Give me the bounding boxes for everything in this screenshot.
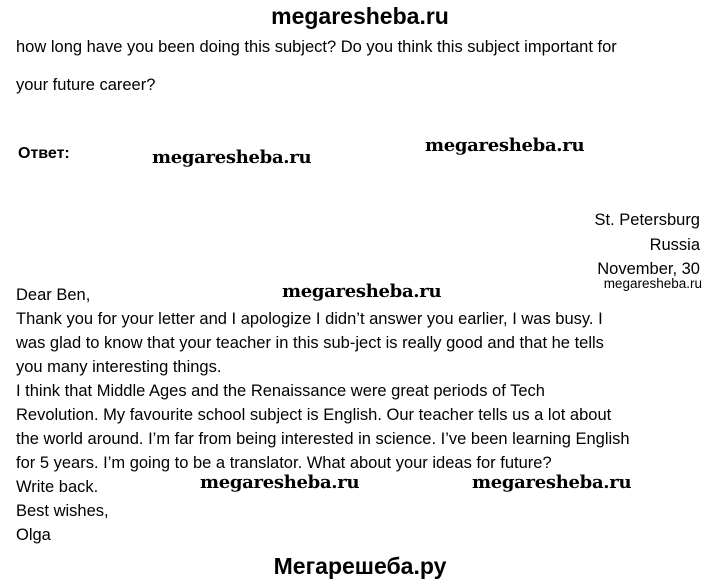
letter-greeting: Dear Ben, [16,286,91,304]
letter-date: November, 30 [597,260,700,278]
site-header: megaresheba.ru [271,3,449,29]
watermark: megaresheba.ru [472,472,632,493]
letter-line: Olga [16,526,51,544]
answer-label: Ответ: [18,145,70,162]
letter-line: Thank you for your letter and I apologize I didn’t answer you earlier, I was busy. I [16,310,603,328]
letter-line: I think that Middle Ages and the Renaissance were great periods of Tech [16,382,545,400]
letter-line: the world around. I’m far from being interested in science. I’ve been learning English [16,430,630,448]
watermark-small: megaresheba.ru [603,276,702,291]
address-city: St. Petersburg [594,211,700,229]
watermark: megaresheba.ru [200,472,360,493]
watermark: megaresheba.ru [152,147,312,168]
letter-line: Best wishes, [16,502,109,520]
letter-line: you many interesting things. [16,358,222,376]
letter-line: for 5 years. I’m going to be a translator. What about your ideas for future? [16,454,552,472]
question-line-2: your future career? [16,76,156,94]
letter-line: was glad to know that your teacher in this sub-ject is really good and that he tells [16,334,604,352]
letter-line: Write back. [16,478,99,496]
site-footer: Мегарешеба.ру [273,553,447,579]
watermark: megaresheba.ru [425,135,585,156]
address-country: Russia [649,236,700,254]
watermark: megaresheba.ru [282,281,442,302]
question-line-1: how long have you been doing this subject? Do you think this subject important for [16,38,617,56]
letter-line: Revolution. My favourite school subject is English. Our teacher tells us a lot about [16,406,612,424]
